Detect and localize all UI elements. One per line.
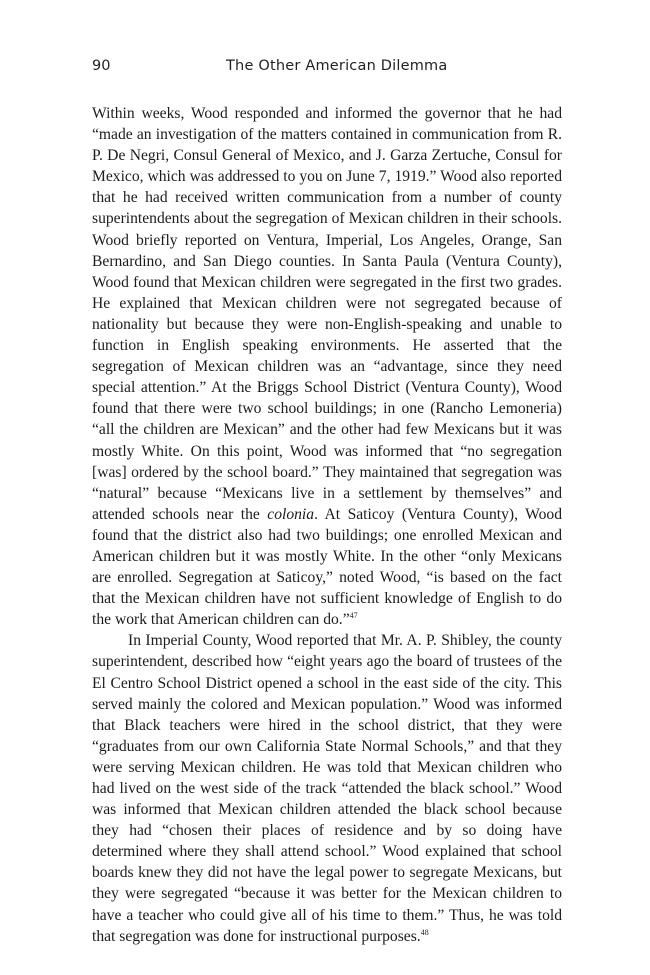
paragraph-2 [92, 630, 562, 946]
body-text [92, 103, 562, 947]
paragraph-2-text: In Imperial County, Wood reported that Mr. A. P. Shibley, the county superintendent, described how “eight years ago the board of trustees of the El Centro School District opened a school in the east side of the city. This served mainly the colored and Mexican population.” Wood was informed that Black teachers were hired in the school district, that they were “graduates from our own California State Normal Schools,” and that they were serving Mexican children. He was told that Mexican children who had lived on the west side of the track “attended the black school.” Wood was informed that Mexican children attended the black school because they had “chosen their places of residence and by so doing have determined where they shall attend school.” Wood explained that school boards knew they did not have the legal power to segregate Mexicans, but they were segregated “because it was better for the Mexican children to have a teacher who could give all of his time to them.” Thus, he was told that segregation was done for instructional purposes. [92, 632, 562, 945]
paragraph-1 [92, 103, 562, 630]
italic-term: colonia [267, 505, 315, 523]
paragraph-1-text-a: Within weeks, Wood responded and informed the governor that he had “made an investigation of the matters contained in communication from R. P. De Negri, Consul General of Mexico, and J. Garza Zertuche, Consul for Mexico, which was addressed to you on June 7, 1919.” Wood also reported that he had received written communication from a number of county superintendents about the segregation of Mexican children in their schools. Wood briefly reported on Ventura, Imperial, Los Angeles, Orange, San Bernardino, and San Diego counties. In Santa Paula (Ventura County), Wood found that Mexican children were segregated in the first two grades. He explained that Mexican children were not segregated because of nationality but because they were non-English-speaking and unable to function in English speaking environments. He asserted that the segregation of Mexican children was an “advantage, since they need special attention.” At the Briggs School District (Ventura County), Wood found that there were two school buildings; in one (Rancho Lemoneria) “all the children are Mexican” and the other had few Mexicans but it was mostly White. On this point, Wood was informed that “no segregation [was] ordered by the school board.” They maintained that segregation was “natural” because “Mexicans live in a settlement by themselves” and attended schools near the [92, 105, 562, 523]
running-title: The Other American Dilemma [226, 58, 448, 74]
footnote-ref-48: 48 [420, 927, 429, 937]
page-number: 90 [92, 58, 111, 74]
footnote-ref-47: 47 [349, 611, 358, 621]
paragraph-1-text-b: . At Saticoy (Ventura County), Wood found that the district also had two buildings; one enrolled Mexican and American children but it was mostly White. In the other “only Mexicans are enrolled. Segregation at Saticoy,” noted Wood, “is based on the fact that the Mexican children have not sufficient knowledge of English to do the work that American children can do.” [92, 505, 562, 629]
running-head [92, 58, 562, 82]
